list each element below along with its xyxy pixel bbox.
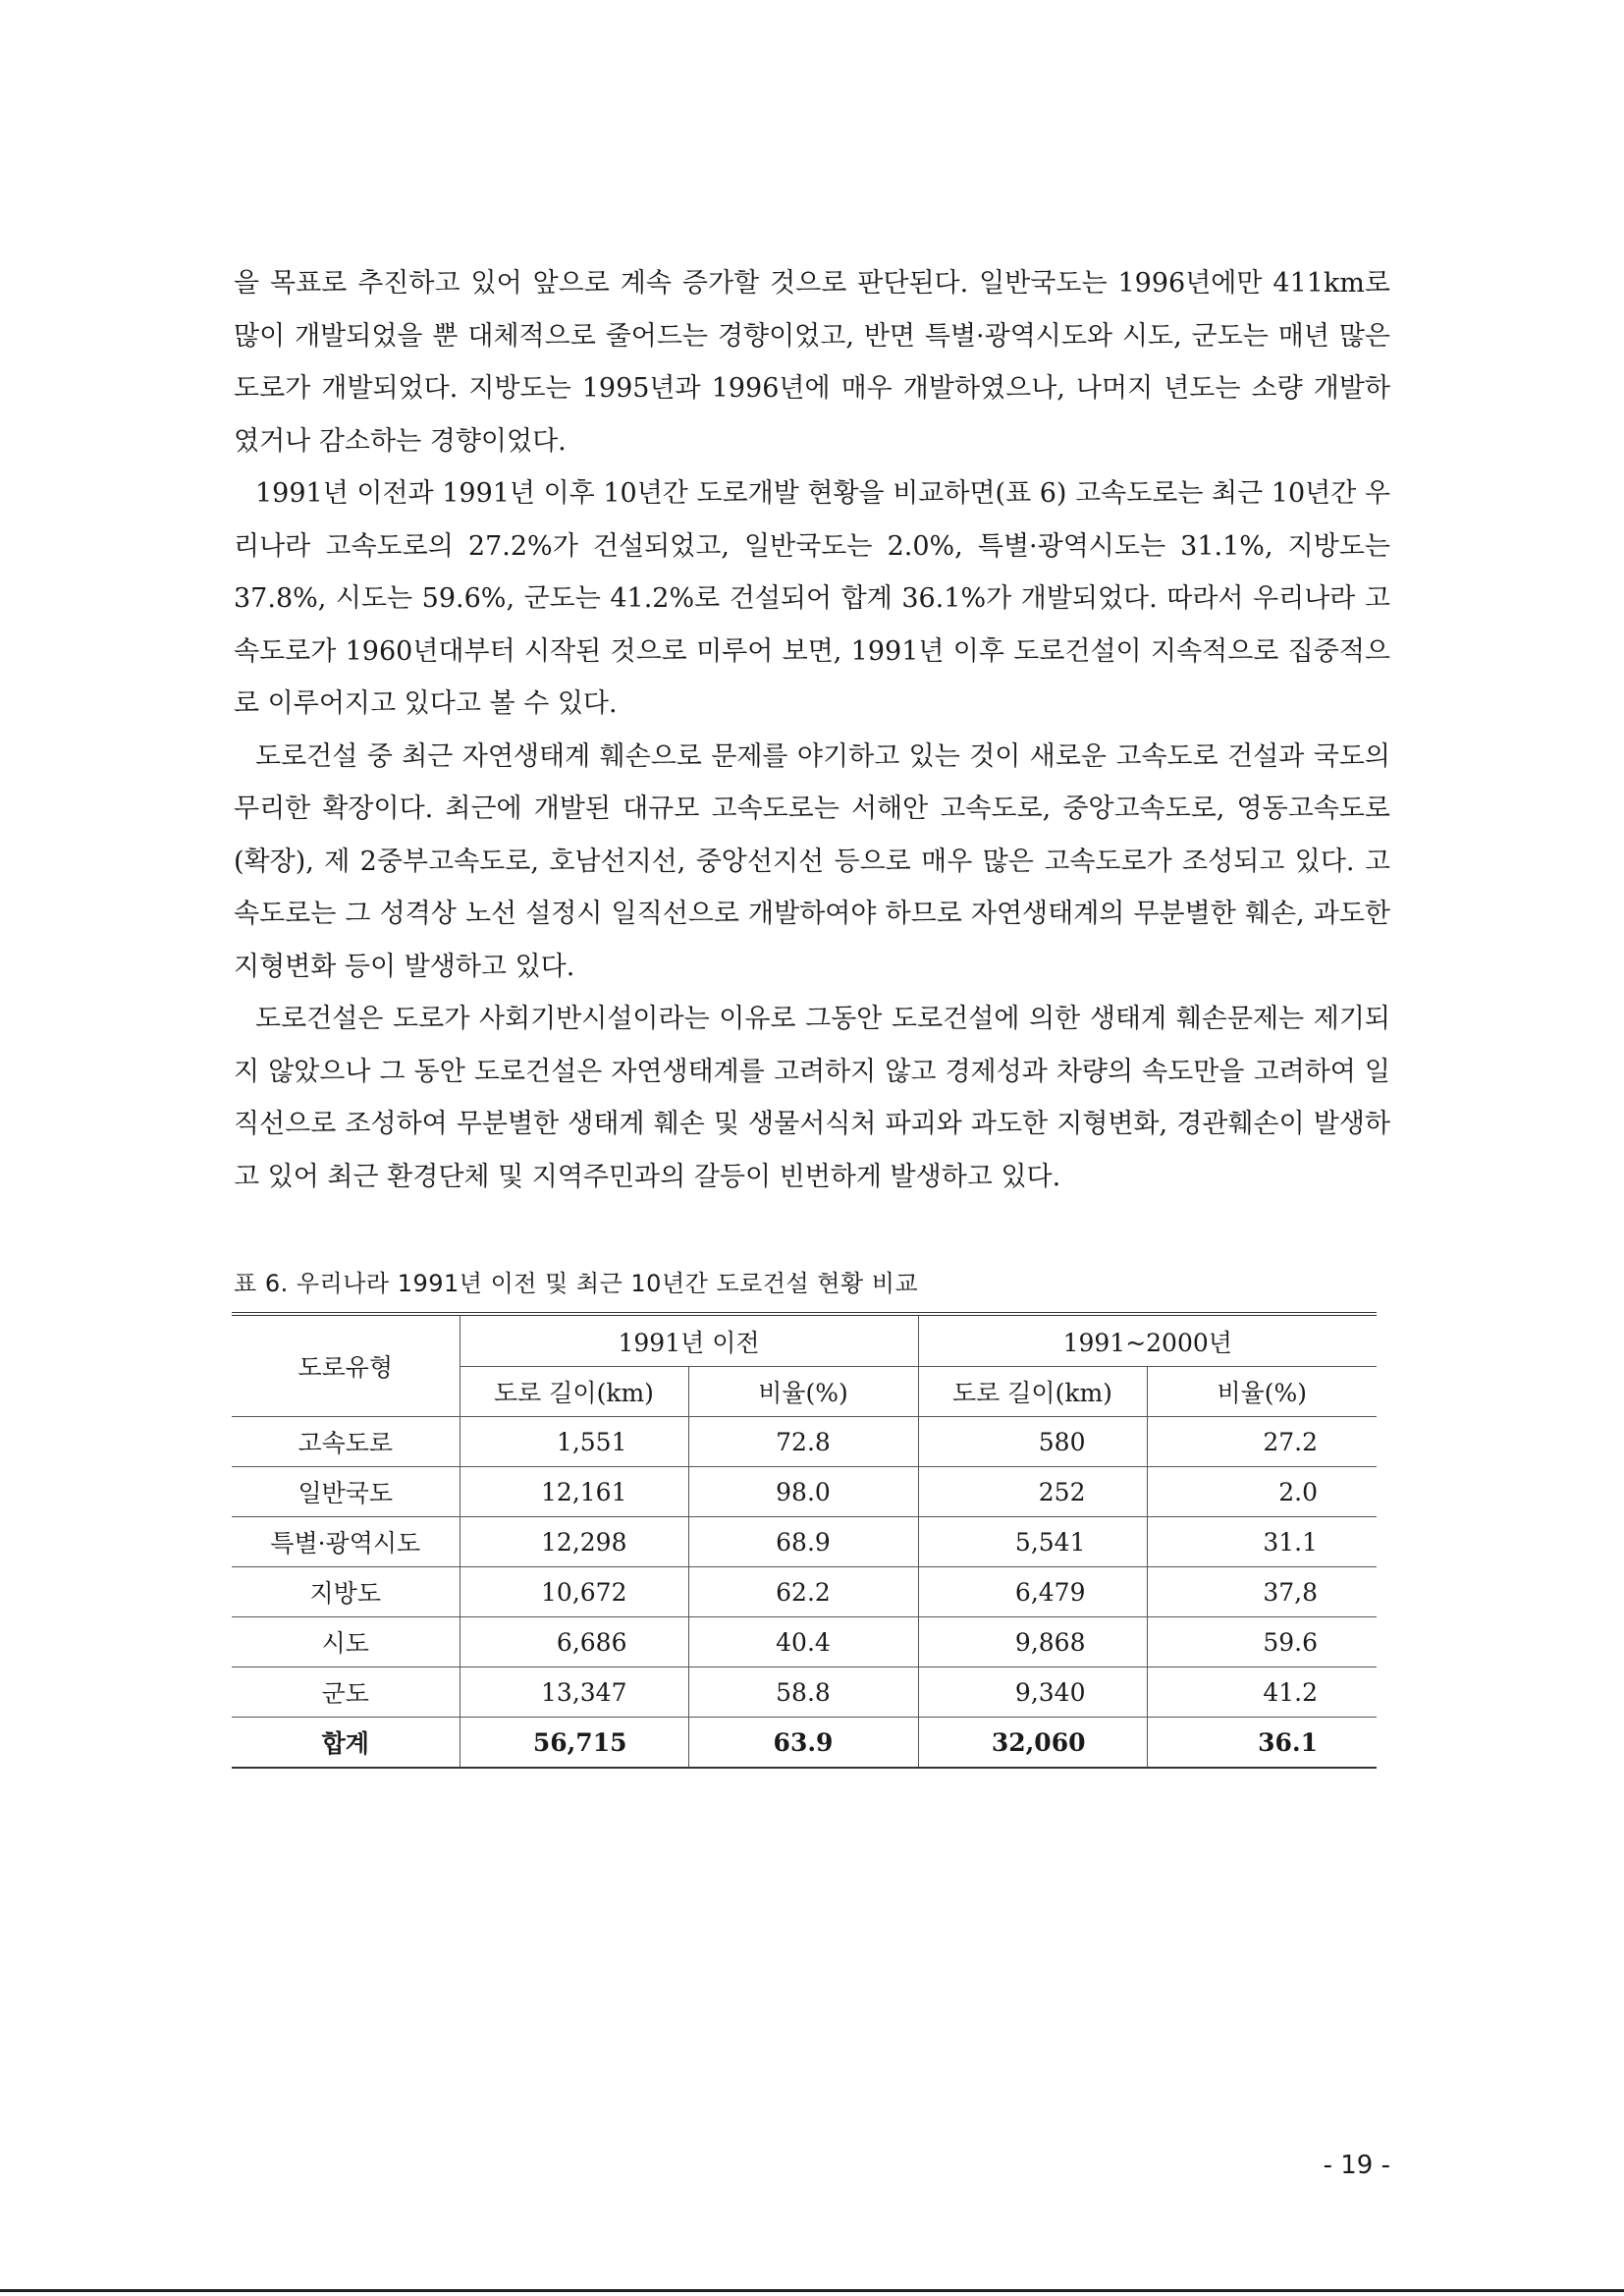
cell-ratio-before: 98.0 [688, 1467, 918, 1517]
table-row [232, 1567, 1377, 1617]
cell-total-label: 합계 [232, 1718, 460, 1769]
subheader-length: 도로 길이(km) [460, 1367, 688, 1417]
paragraph: 도로건설 중 최근 자연생태계 훼손으로 문제를 야기하고 있는 것이 새로운 고속도로 건설과 국도의 무리한 확장이다. 최근에 개발된 대규모 고속도로는 서해안 고속도로, 중앙고속도로, 영동고속도로(확장), 제 2중부고속도로, 호남선지선, 중앙선지선 등으로 매우 많은 고속도로가 조성되고 있다. 고속도로는 그 성격상 노선 설정시 일직선으로 개발하여야 하므로 자연생태계의 무분별한 훼손, 과도한 지형변화 등이 발생하고 있다. [234, 740, 1390, 982]
cell-ratio-before: 68.9 [688, 1517, 918, 1567]
header-row [232, 1316, 1377, 1367]
cell-total-ratio-before: 63.9 [688, 1718, 918, 1769]
cell-total-length-recent: 32,060 [918, 1718, 1147, 1769]
table-row [232, 1667, 1377, 1718]
cell-length-before: 12,161 [460, 1467, 688, 1517]
subheader-ratio: 비율(%) [688, 1367, 918, 1417]
cell-length-recent: 9,340 [918, 1667, 1147, 1718]
cell-ratio-before: 40.4 [688, 1617, 918, 1667]
subheader-ratio: 비율(%) [1147, 1367, 1377, 1417]
cell-ratio-recent: 2.0 [1147, 1467, 1377, 1517]
cell-length-before: 10,672 [460, 1567, 688, 1617]
cell-ratio-before: 72.8 [688, 1417, 918, 1467]
cell-ratio-recent: 41.2 [1147, 1667, 1377, 1718]
paragraph: 도로건설은 도로가 사회기반시설이라는 이유로 그동안 도로건설에 의한 생태계 훼손문제는 제기되지 않았으나 그 동안 도로건설은 자연생태계를 고려하지 않고 경제성과 차량의 속도만을 고려하여 일직선으로 조성하여 무분별한 생태계 훼손 및 생물서식처 파괴와 과도한 지형변화, 경관훼손이 발생하고 있어 최근 환경단체 및 지역주민과의 갈등이 빈번하게 발생하고 있다. [234, 1004, 1390, 1192]
cell-total-ratio-recent: 36.1 [1147, 1718, 1377, 1769]
body-text [234, 257, 1390, 1203]
table-row [232, 1467, 1377, 1517]
cell-length-recent: 580 [918, 1417, 1147, 1467]
road-construction-table [232, 1312, 1377, 1769]
header-group-1991-2000: 1991~2000년 [918, 1316, 1377, 1367]
cell-length-before: 6,686 [460, 1617, 688, 1667]
cell-length-before: 12,298 [460, 1517, 688, 1567]
cell-length-before: 1,551 [460, 1417, 688, 1467]
cell-road-type: 시도 [232, 1617, 460, 1667]
cell-length-recent: 5,541 [918, 1517, 1147, 1567]
cell-length-recent: 6,479 [918, 1567, 1147, 1617]
data-table [232, 1316, 1377, 1769]
paragraph: 1991년 이전과 1991년 이후 10년간 도로개발 현황을 비교하면(표 6) 고속도로는 최근 10년간 우리나라 고속도로의 27.2%가 건설되었고, 일반국도는 2.0%, 특별·광역시도는 31.1%, 지방도는 37.8%, 시도는 59.6%, 군도는 41.2%로 건설되어 합계 36.1%가 개발되었다. 따라서 우리나라 고속도로가 1960년대부터 시작된 것으로 미루어 보면, 1991년 이후 도로건설이 지속적으로 집중적으로 이루어지고 있다고 볼 수 있다. [234, 478, 1390, 719]
paragraph: 을 목표로 추진하고 있어 앞으로 계속 증가할 것으로 판단된다. 일반국도는 1996년에만 411km로 많이 개발되었을 뿐 대체적으로 줄어드는 경향이었고, 반면 특별·광역시도와 시도, 군도는 매년 많은 도로가 개발되었다. 지방도는 1995년과 1996년에 매우 개발하였으나, 나머지 년도는 소량 개발하였거나 감소하는 경향이었다. [234, 268, 1390, 457]
cell-ratio-before: 58.8 [688, 1667, 918, 1718]
cell-ratio-recent: 37,8 [1147, 1567, 1377, 1617]
header-road-type: 도로유형 [232, 1316, 460, 1417]
cell-ratio-recent: 59.6 [1147, 1617, 1377, 1667]
footer-rule [0, 2289, 1624, 2292]
subheader-length: 도로 길이(km) [918, 1367, 1147, 1417]
cell-road-type: 특별·광역시도 [232, 1517, 460, 1567]
page-number: - 19 - [1323, 2151, 1390, 2180]
table-total-row [232, 1718, 1377, 1769]
header-group-before-1991: 1991년 이전 [460, 1316, 918, 1367]
cell-road-type: 고속도로 [232, 1417, 460, 1467]
table-caption: 표 6. 우리나라 1991년 이전 및 최근 10년간 도로건설 현황 비교 [234, 1270, 919, 1297]
cell-road-type: 일반국도 [232, 1467, 460, 1517]
cell-ratio-before: 62.2 [688, 1567, 918, 1617]
cell-length-recent: 9,868 [918, 1617, 1147, 1667]
cell-ratio-recent: 31.1 [1147, 1517, 1377, 1567]
cell-ratio-recent: 27.2 [1147, 1417, 1377, 1467]
cell-road-type: 지방도 [232, 1567, 460, 1617]
cell-length-recent: 252 [918, 1467, 1147, 1517]
cell-road-type: 군도 [232, 1667, 460, 1718]
cell-length-before: 13,347 [460, 1667, 688, 1718]
table-row [232, 1417, 1377, 1467]
table-row [232, 1617, 1377, 1667]
cell-total-length-before: 56,715 [460, 1718, 688, 1769]
table-row [232, 1517, 1377, 1567]
